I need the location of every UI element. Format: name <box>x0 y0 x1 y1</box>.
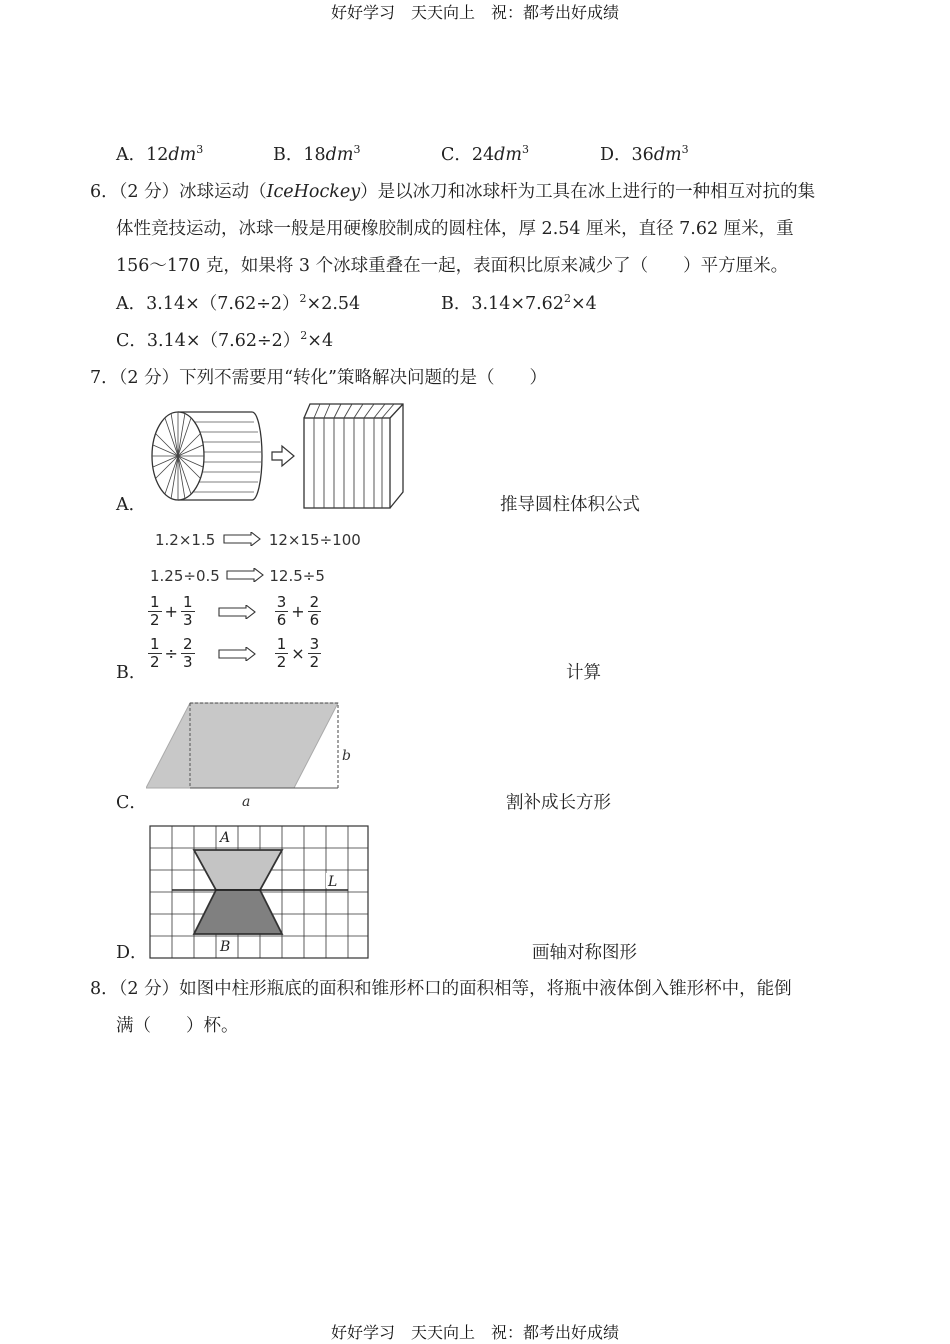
q7-option-b-letter[interactable]: B． <box>116 663 147 683</box>
q8-stem-line2: 满（ ）杯。 <box>116 1016 239 1036</box>
q6-stem-line1: 6．（2 分）冰球运动（IceHockey）是以冰刀和冰球杆为工具在冰上进行的一种相互对抗的集 <box>90 182 816 202</box>
q8-stem-line1: 8．（2 分）如图中柱形瓶底的面积和锥形杯口的面积相等，将瓶中液体倒入锥形杯中，能倒 <box>90 979 792 999</box>
q7-b-row3: $\frac{1}{2}$ + $\frac{1}{3}$ $\frac{3}{6}$ + $\frac{2}{6}$ <box>150 593 320 629</box>
q6-option-a[interactable]: A．$3.14\times(7.62\div 2)^2\times 2.54$ <box>116 292 361 314</box>
label-a: a <box>242 794 251 810</box>
q5-option-b[interactable]: B．$18dm^3$ <box>273 143 361 165</box>
fraction: $\frac{3}{6}$ <box>276 593 287 629</box>
q7-option-a-letter[interactable]: A． <box>116 495 147 515</box>
fraction: $\frac{1}{2}$ <box>150 593 160 629</box>
fraction: $\frac{1}{2}$ <box>150 635 160 671</box>
q7-option-b-desc: 计算 <box>566 663 601 683</box>
fraction: $\frac{1}{3}$ <box>182 593 193 629</box>
q6-stem-line3: 156～170 克，如果将 3 个冰球重叠在一起，表面积比原来减少了（ ）平方厘米。 <box>116 256 789 276</box>
q7-option-d-desc: 画轴对称图形 <box>532 943 637 963</box>
q7-option-d-letter[interactable]: D． <box>116 943 148 963</box>
double-arrow-icon <box>218 605 256 619</box>
double-arrow-icon <box>223 532 261 546</box>
q6-stem-line2: 体性竞技运动，冰球一般是用硬橡胶制成的圆柱体，厚 2.54 厘米，直径 7.62 厘米，重 <box>116 219 794 239</box>
q7-option-c-desc: 割补成长方形 <box>506 793 611 813</box>
label-b: b <box>342 748 351 764</box>
symmetry-grid-figure <box>148 824 372 960</box>
q5-option-a[interactable]: A．$12dm^3$ <box>116 143 204 165</box>
q7-b-row4: $\frac{1}{2}$ ÷ $\frac{2}{3}$ $\frac{1}{2}$ × $\frac{3}{2}$ <box>150 635 320 671</box>
label-B: B <box>220 939 231 955</box>
double-arrow-icon <box>226 568 264 582</box>
q5-option-d[interactable]: D．$36dm^3$ <box>600 143 689 165</box>
q7-option-c-letter[interactable]: C． <box>116 793 147 813</box>
q7-option-a-desc: 推导圆柱体积公式 <box>500 495 640 515</box>
fraction: $\frac{2}{6}$ <box>309 593 320 629</box>
label-A: A <box>220 830 231 846</box>
fraction: $\frac{3}{2}$ <box>309 635 320 671</box>
fraction: $\frac{2}{3}$ <box>182 635 193 671</box>
double-arrow-icon <box>218 647 256 661</box>
label-L: L <box>328 874 338 890</box>
q7-b-row2: 1.25÷0.5 12.5÷5 <box>150 567 325 585</box>
q6-option-c[interactable]: C．$3.14\times(7.62\div 2)^2\times 4$ <box>116 329 334 351</box>
page-footer: 好好学习 天天向上 祝：都考出好成绩 <box>330 1323 619 1342</box>
page-header: 好好学习 天天向上 祝：都考出好成绩 <box>330 3 619 22</box>
q5-option-c[interactable]: C．$24dm^3$ <box>441 143 529 165</box>
q7-stem: 7．（2 分）下列不需要用“转化”策略解决问题的是（ ） <box>90 368 547 388</box>
fraction: $\frac{1}{2}$ <box>276 635 287 671</box>
q7-b-row1: 1.2×1.5 12×15÷100 <box>155 531 361 549</box>
cylinder-to-cuboid-figure <box>148 400 410 512</box>
q6-option-b[interactable]: B．$3.14\times 7.62^2\times 4$ <box>441 292 597 314</box>
parallelogram-figure <box>146 698 360 810</box>
